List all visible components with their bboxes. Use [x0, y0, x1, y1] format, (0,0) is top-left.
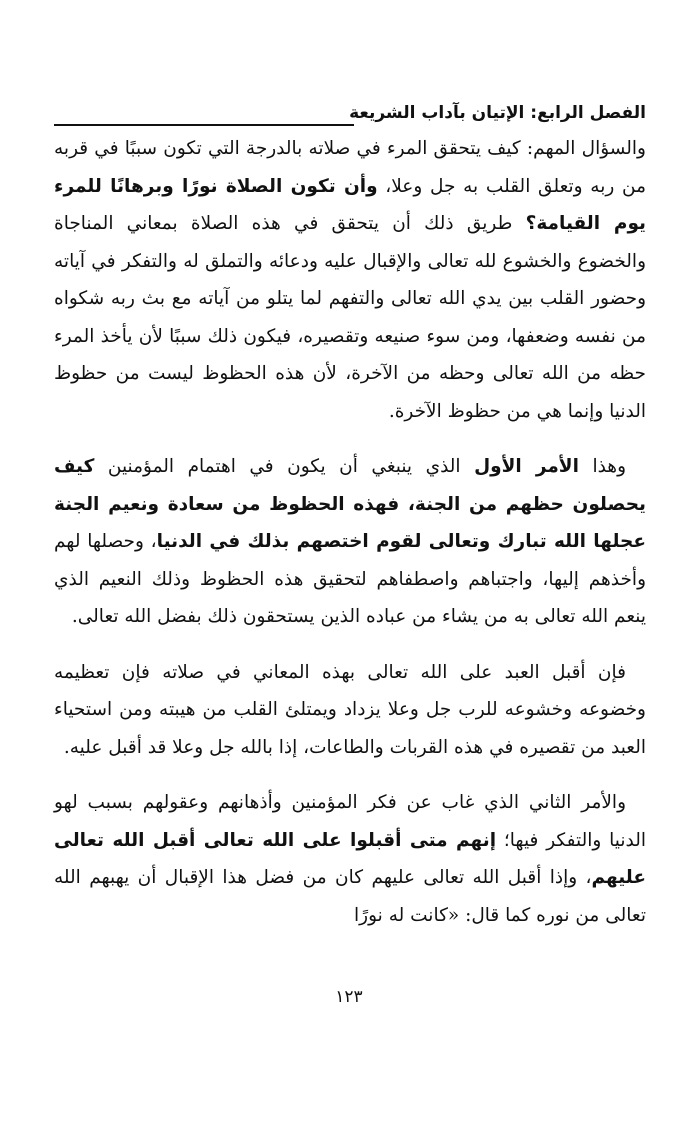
- text-run: طريق ذلك أن يتحقق في هذه الصلاة بمعاني المناجاة والخضوع والخشوع لله تعالى والإقبال عليه ودعائه والتملق له والتفكر في آياته وحضور القلب بين يدي الله تعالى والتفهم لما يتلو من آياته مع بث ربه شكواه من نفسه وضعفها، ومن سوء صنيعه وتقصيره، فيكون ذلك سببًا لأن يأخذ المرء حظه من الله تعالى وحظه من الآخرة، لأن هذه الحظوظ ليست من حظوظ الدنيا وإنما هي من حظوظ الآخرة.: [54, 213, 646, 422]
- page-header: [54, 100, 646, 130]
- text-run: ، وحصلها لهم وأخذهم إليها، واجتباهم واصطفاهم لتحقيق هذه الحظوظ وذلك النعيم الذي ينعم الله تعالى به من يشاء من عباده الذين يستحقون ذلك بفضل الله تعالى.: [54, 531, 646, 627]
- text-run: وهذا: [578, 456, 626, 477]
- text-run: الذي ينبغي أن يكون في اهتمام المؤمنين: [94, 456, 475, 477]
- body-text: [54, 130, 646, 952]
- bold-text: إنهم متى أقبلوا على الله تعالى أقبل الله تعالى عليهم: [54, 829, 646, 888]
- text-run: ، وإذا أقبل الله تعالى عليهم كان من فضل هذا الإقبال أن يهبهم الله تعالى من نوره كما قال: «كانت له نورًا: [54, 867, 646, 926]
- bold-text: كيف يحصلون حظهم من الجنة، فهذه الحظوظ من سعادة ونعيم الجنة عجلها الله تبارك وتعالى لقوم اختصهم بذلك في الدنيا: [54, 456, 646, 552]
- paragraph: [54, 130, 646, 430]
- text-run: والأمر الثاني الذي غاب عن فكر المؤمنين وأذهانهم وعقولهم بسبب لهو الدنيا والتفكر فيها؛: [54, 792, 646, 851]
- bold-text: الأمر الأول: [474, 456, 579, 477]
- chapter-title: الفصل الرابع: الإتيان بآداب الشريعة: [349, 103, 646, 123]
- text-run: فإن أقبل العبد على الله تعالى بهذه المعاني في صلاته فإن تعظيمه وخضوعه وخشوعه للرب جل وعلا يزداد ويمتلئ القلب من هيبته ومن استحياء العبد من تقصيره في هذه القربات والطاعات، إذا بالله جل وعلا قد أقبل عليه.: [54, 661, 646, 758]
- text-run: والسؤال المهم: كيف يتحقق المرء في صلاته بالدرجة التي تكون سببًا في قربه من ربه وتعلق القلب به جل وعلا،: [54, 138, 647, 197]
- page-number: ١٢٣: [335, 987, 363, 1007]
- paragraph: [54, 448, 646, 636]
- paragraph: [54, 654, 646, 767]
- paragraph: [54, 784, 646, 934]
- bold-text: وأن تكون الصلاة نورًا وبرهانًا للمرء يوم القيامة؟: [54, 175, 646, 234]
- header-rule: [54, 124, 354, 126]
